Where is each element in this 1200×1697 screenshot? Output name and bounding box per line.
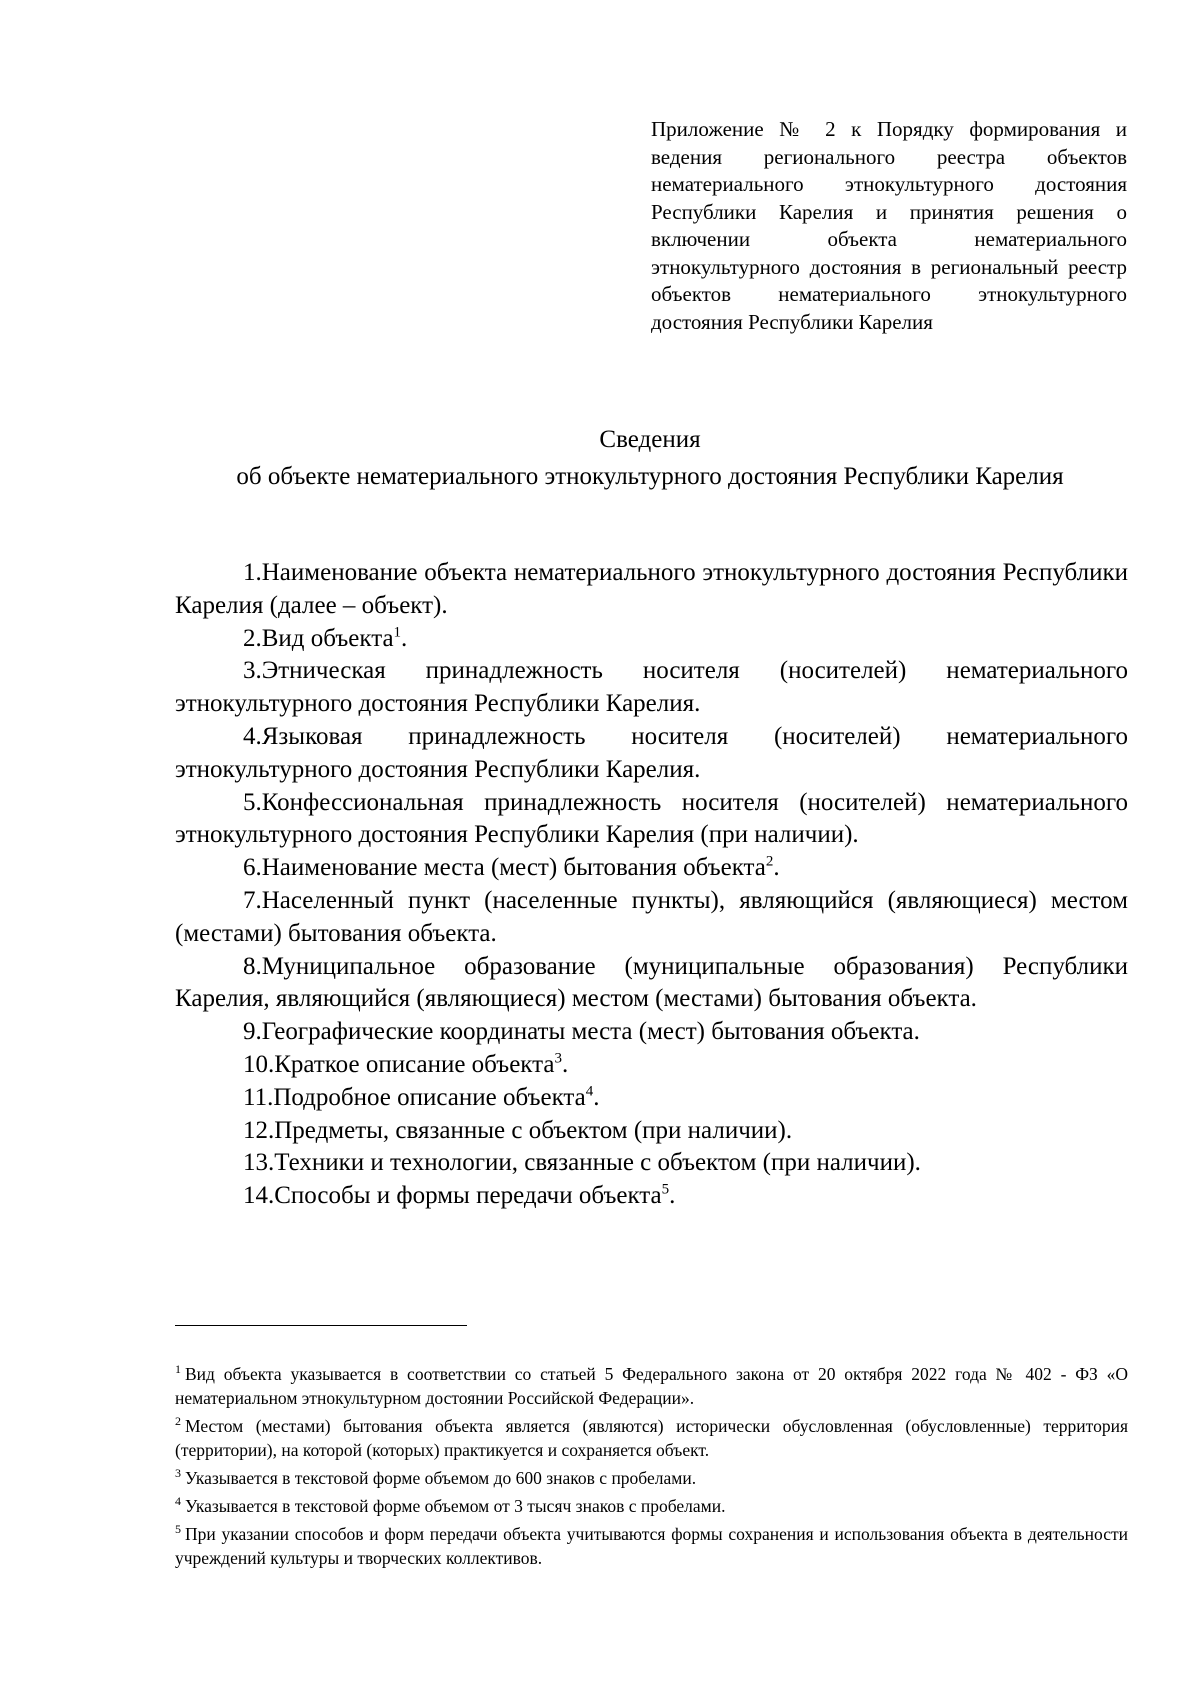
footnote-mark: 2: [175, 1414, 181, 1429]
item-end: .: [561, 1050, 569, 1078]
list-item: [175, 852, 1128, 885]
item-number: 4.: [243, 722, 262, 750]
list-item: [175, 1115, 1128, 1148]
item-number: 5.: [243, 788, 262, 816]
item-end: .: [669, 1182, 676, 1210]
footnote: [175, 1466, 1128, 1490]
footnote: [175, 1362, 1128, 1410]
footnote-ref: 4: [585, 1083, 594, 1100]
item-number: 14.: [243, 1182, 275, 1210]
footnote-mark: 1: [175, 1362, 181, 1377]
footnotes: [175, 1362, 1128, 1574]
list-item: [175, 623, 1128, 656]
footnote-separator: [175, 1325, 467, 1326]
item-text: Наименование объекта нематериального этнокультурного достояния Республики Карелия (далее – объект).: [175, 559, 1128, 619]
list-item: [175, 885, 1128, 951]
list-item: [175, 557, 1128, 623]
item-text: Предметы, связанные с объектом (при наличии).: [274, 1116, 793, 1144]
item-text: Техники и технологии, связанные с объектом (при наличии).: [274, 1149, 921, 1177]
item-number: 11.: [243, 1083, 274, 1111]
item-text: Вид объекта: [261, 624, 394, 652]
item-text: Подробное описание объекта: [273, 1083, 586, 1111]
list-item: [175, 1180, 1128, 1213]
footnote-ref: 2: [765, 853, 774, 870]
item-number: 6.: [243, 854, 262, 882]
item-number: 12.: [243, 1116, 275, 1144]
item-number: 9.: [243, 1018, 262, 1046]
document-subtitle: об объекте нематериального этнокультурного достояния Республики Карелия: [236, 463, 1064, 490]
list-item: [175, 1049, 1128, 1082]
item-end: .: [773, 854, 780, 882]
item-text: Муниципальное образование (муниципальные образования) Республики Карелия, являющийся (являющиеся) местом (местами) бытования объекта.: [175, 952, 1128, 1013]
item-end: .: [593, 1083, 600, 1111]
item-number: 8.: [243, 952, 262, 980]
footnote-text: Вид объекта указывается в соответствии со статьей 5 Федерального закона от 20 октября 2022 года № 402 - ФЗ «О нематериальном этнокультурном достоянии Российской Федерации».: [175, 1364, 1128, 1408]
item-number: 2.: [243, 624, 262, 652]
footnote-text: Указывается в текстовой форме объемом до 600 знаков с пробелами.: [185, 1468, 697, 1488]
item-text: Языковая принадлежность носителя (носителей) нематериального этнокультурного достояния Республики Карелия.: [175, 722, 1128, 783]
list-item: [175, 1082, 1128, 1115]
item-number: 13.: [243, 1149, 275, 1177]
item-text: Географические координаты места (мест) бытования объекта.: [261, 1018, 920, 1046]
list-item: [175, 1016, 1128, 1049]
footnote: [175, 1522, 1128, 1570]
list-item: [175, 787, 1128, 853]
item-text: Наименование места (мест) бытования объекта: [261, 854, 766, 882]
footnote-ref: 3: [554, 1050, 562, 1067]
document-title: Сведения: [599, 426, 701, 453]
item-text: Конфессиональная принадлежность носителя (носителей) нематериального этнокультурного достояния Республики Карелия (при наличии).: [175, 788, 1128, 849]
item-text: Населенный пункт (населенные пункты), являющийся (являющиеся) местом (местами) бытования объекта.: [175, 886, 1128, 947]
footnote-text: При указании способов и форм передачи объекта учитываются формы сохранения и использования объекта в деятельности учреждений культуры и творческих коллективов.: [175, 1524, 1128, 1568]
item-text: Этническая принадлежность носителя (носителей) нематериального этнокультурного достояния Республики Карелия.: [175, 657, 1128, 718]
list-item: [175, 951, 1128, 1017]
appendix-note: Приложение № 2 к Порядку формирования и ведения регионального реестра объектов нематериального этнокультурного достояния Республики Карелия и принятия решения о включении объекта нематериального этнокультурного достояния в региональный реестр объектов нематериального этнокультурного достояния Республики Карелия: [651, 117, 1127, 334]
items-list: [175, 557, 1128, 1213]
item-text: Способы и формы передачи объекта: [274, 1182, 662, 1210]
item-number: 10.: [243, 1050, 275, 1078]
list-item: [175, 655, 1128, 721]
list-item: [175, 721, 1128, 787]
footnote: [175, 1494, 1128, 1518]
item-number: 1.: [243, 559, 262, 586]
item-end: .: [401, 624, 408, 652]
footnote-ref: 5: [661, 1181, 670, 1198]
footnote-ref: 1: [393, 624, 402, 641]
item-number: 7.: [243, 886, 262, 914]
footnote: [175, 1414, 1128, 1462]
footnote-text: Указывается в текстовой форме объемом от 3 тысяч знаков с пробелами.: [185, 1496, 726, 1516]
item-text: Краткое описание объекта: [274, 1050, 555, 1078]
footnote-mark: 5: [175, 1522, 181, 1537]
footnote-mark: 3: [175, 1466, 181, 1481]
footnote-text: Местом (местами) бытования объекта является (являются) исторически обусловленная (обусловленные) территория (территории), на которой (которых) практикуется и сохраняется объект.: [175, 1416, 1128, 1460]
list-item: [175, 1147, 1128, 1180]
item-number: 3.: [243, 657, 262, 685]
footnote-mark: 4: [175, 1494, 181, 1509]
